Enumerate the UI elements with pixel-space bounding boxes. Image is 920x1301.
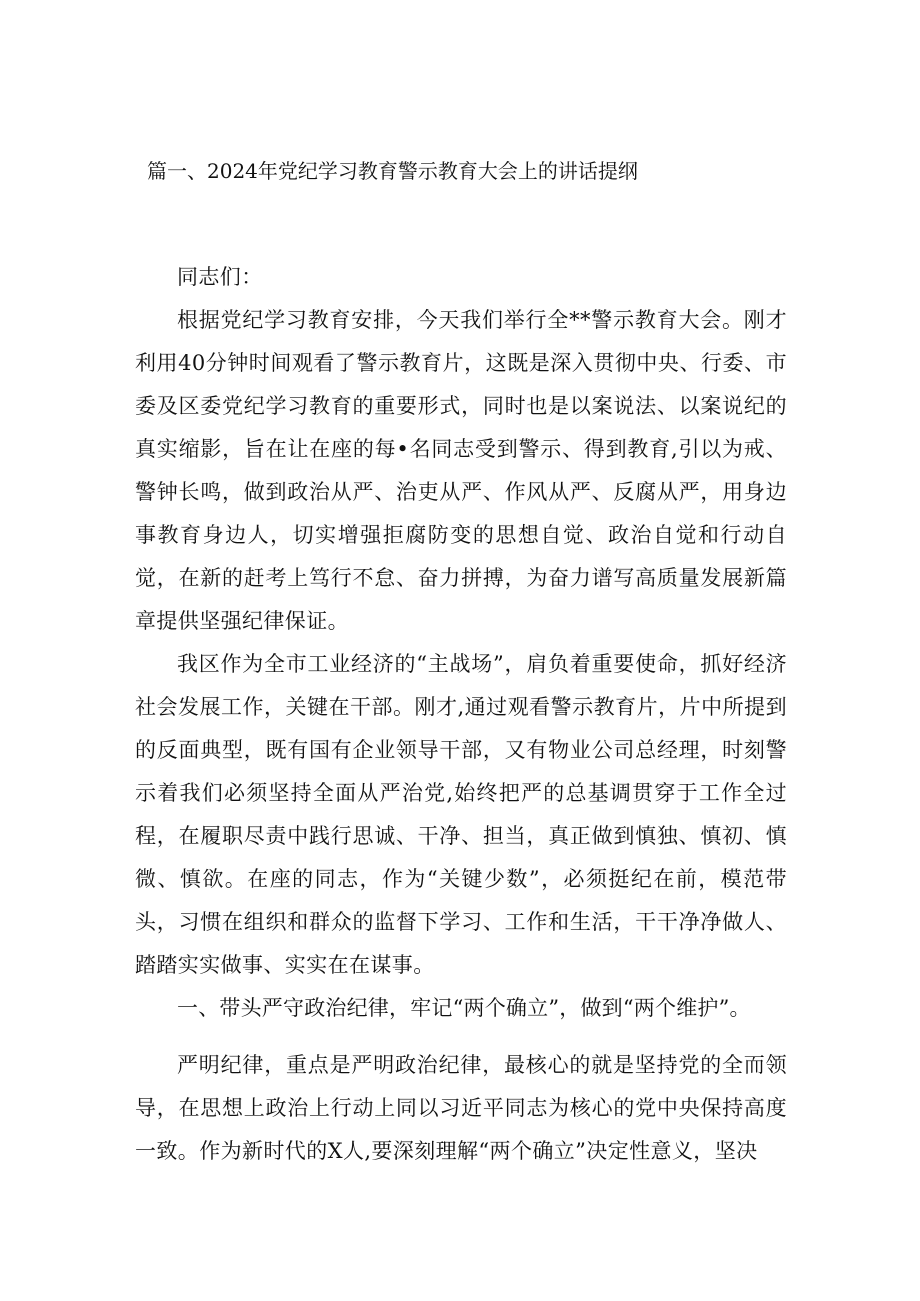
document-title: 篇一、2024年党纪学习教育警示教育大会上的讲话提纲 (147, 159, 638, 183)
body-paragraph-1: 根据党纪学习教育安排，今天我们举行全**警示教育大会。刚才利用40分钟时间观看了警示教育片，这既是深入贯彻中央、行委、市委及区委党纪学习教育的重要形式，同时也是以案说法、以案说纪的真实缩影，旨在让在座的每•名同志受到警示、得到教育,引以为戒、警钟长鸣，做到政治从严、治吏从严、作风从严、反腐从严，用身边事教育身边人，切实增强拒腐防变的思想自觉、政治自觉和行动自觉，在新的赶考上笃行不怠、奋力拼搏，为奋力谱写高质量发展新篇章提供坚强纪律保证。 (135, 308, 787, 633)
section-heading-1: 一、带头严守政治纪律，牢记“两个确立”，做到“两个维护”。 (177, 996, 751, 1020)
salutation: 同志们： (177, 265, 263, 289)
document-body (135, 256, 787, 1173)
body-paragraph-2: 我区作为全市工业经济的“主战场”，肩负着重要使命，抓好经济社会发展工作，关键在干部。刚才,通过观看警示教育片，片中所提到的反面典型，既有国有企业领导干部，又有物业公司总经理，时刻警示着我们必须坚持全面从严治党,始终把严的总基调贯穿于工作全过程，在履职尽责中践行思诚、干净、担当，真正做到慎独、慎初、慎微、慎欲。在座的同志，作为“关键少数”，必须挺纪在前，模范带头，习惯在组织和群众的监督下学习、工作和生活，干干净净做人、踏踏实实做事、实实在在谋事。 (135, 652, 787, 977)
section-paragraph-1: 严明纪律，重点是严明政治纪律，最核心的就是坚持党的全而领导，在思想上政治上行动上同以习近平同志为核心的党中央保持高度一致。作为新时代的X人,要深刻理解“两个确立”决定性意义，坚决 (135, 1053, 787, 1163)
